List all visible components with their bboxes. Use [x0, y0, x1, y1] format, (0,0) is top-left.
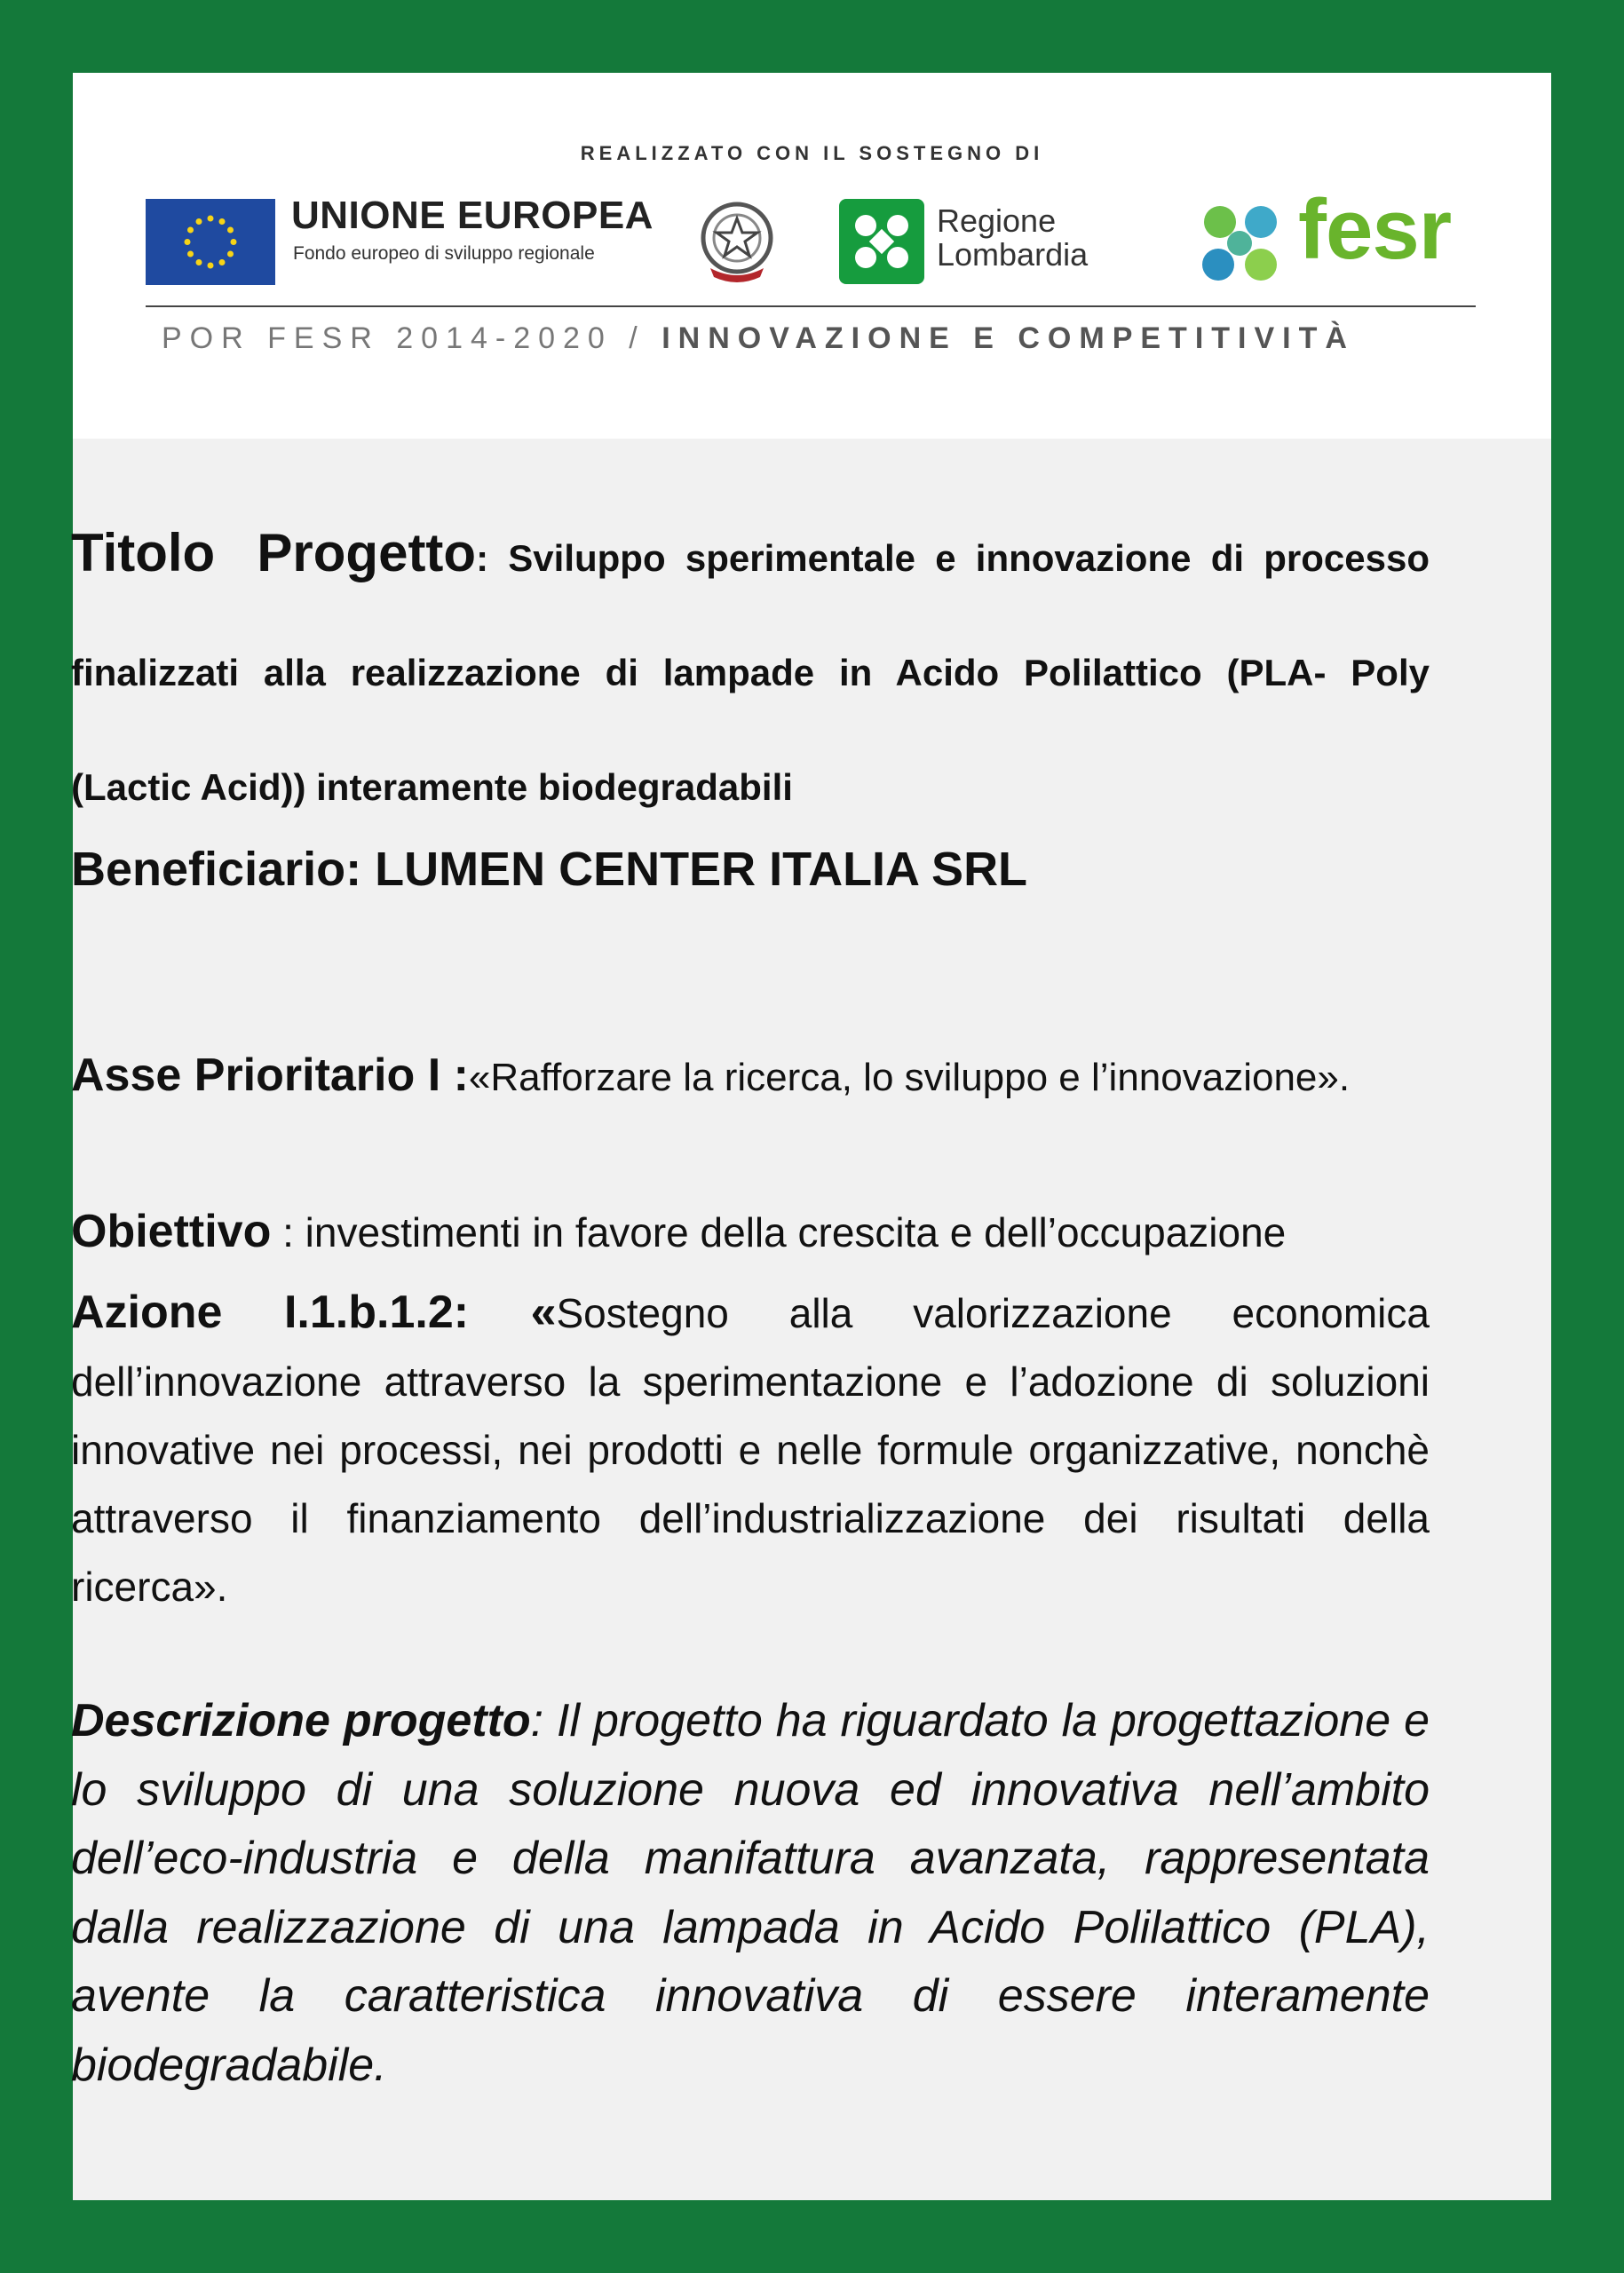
funding-header [73, 73, 1551, 439]
fesr-text: fesr [1298, 182, 1452, 277]
italian-republic-emblem-icon [694, 197, 780, 286]
eu-flag-icon [146, 199, 275, 285]
project-description: Descrizione progetto: Il progetto ha riguardato la progettazione e lo sviluppo di una soluzione nuova ed innovativa nell’ambito dell’eco-industria e della manifattura avanzata, rappresentata dalla realizzazione di una lampada in Acido Polilattico (PLA), avente la caratteristica innovativa di essere interamente biodegradabile. [71, 1695, 1430, 2091]
fesr-logo-icon [1193, 197, 1286, 289]
por-program-line: POR FESR 2014-2020 / INNOVAZIONE E COMPETITIVITÀ [162, 321, 1355, 355]
header-divider [146, 305, 1476, 307]
eu-subtitle: Fondo europeo di sviluppo regionale [293, 243, 595, 264]
priority-axis: Asse Prioritario I :«Rafforzare la ricerca, lo sviluppo e l’innovazione». [71, 1049, 1351, 1101]
objective: Obiettivo : investimenti in favore della crescita e dell’occupazione [71, 1206, 1287, 1257]
project-title: Titolo Progetto: Sviluppo sperimentale e innovazione di processo finalizzati alla realizzazione di lampade in Acido Polilattico (PLA- Poly (Lactic Acid)) interamente biodegradabili [71, 523, 1430, 808]
regione-lombardia-logo-icon [839, 199, 924, 284]
header-tagline: REALIZZATO CON IL SOSTEGNO DI [580, 142, 1044, 164]
action: Azione I.1.b.1.2: «Sostegno alla valorizzazione economica dell’innovazione attraverso la sperimentazione e l’adozione di soluzioni innovative nei processi, nei prodotti e nelle formule organizzative, nonchè attraverso il finanziamento dell’industrializzazione dei risultati della ricerca». [71, 1287, 1430, 1610]
eu-title: UNIONE EUROPEA [291, 194, 654, 237]
regione-lombardia-text: Regione Lombardia [937, 202, 1089, 273]
beneficiary: Beneficiario: LUMEN CENTER ITALIA SRL [71, 843, 1028, 896]
